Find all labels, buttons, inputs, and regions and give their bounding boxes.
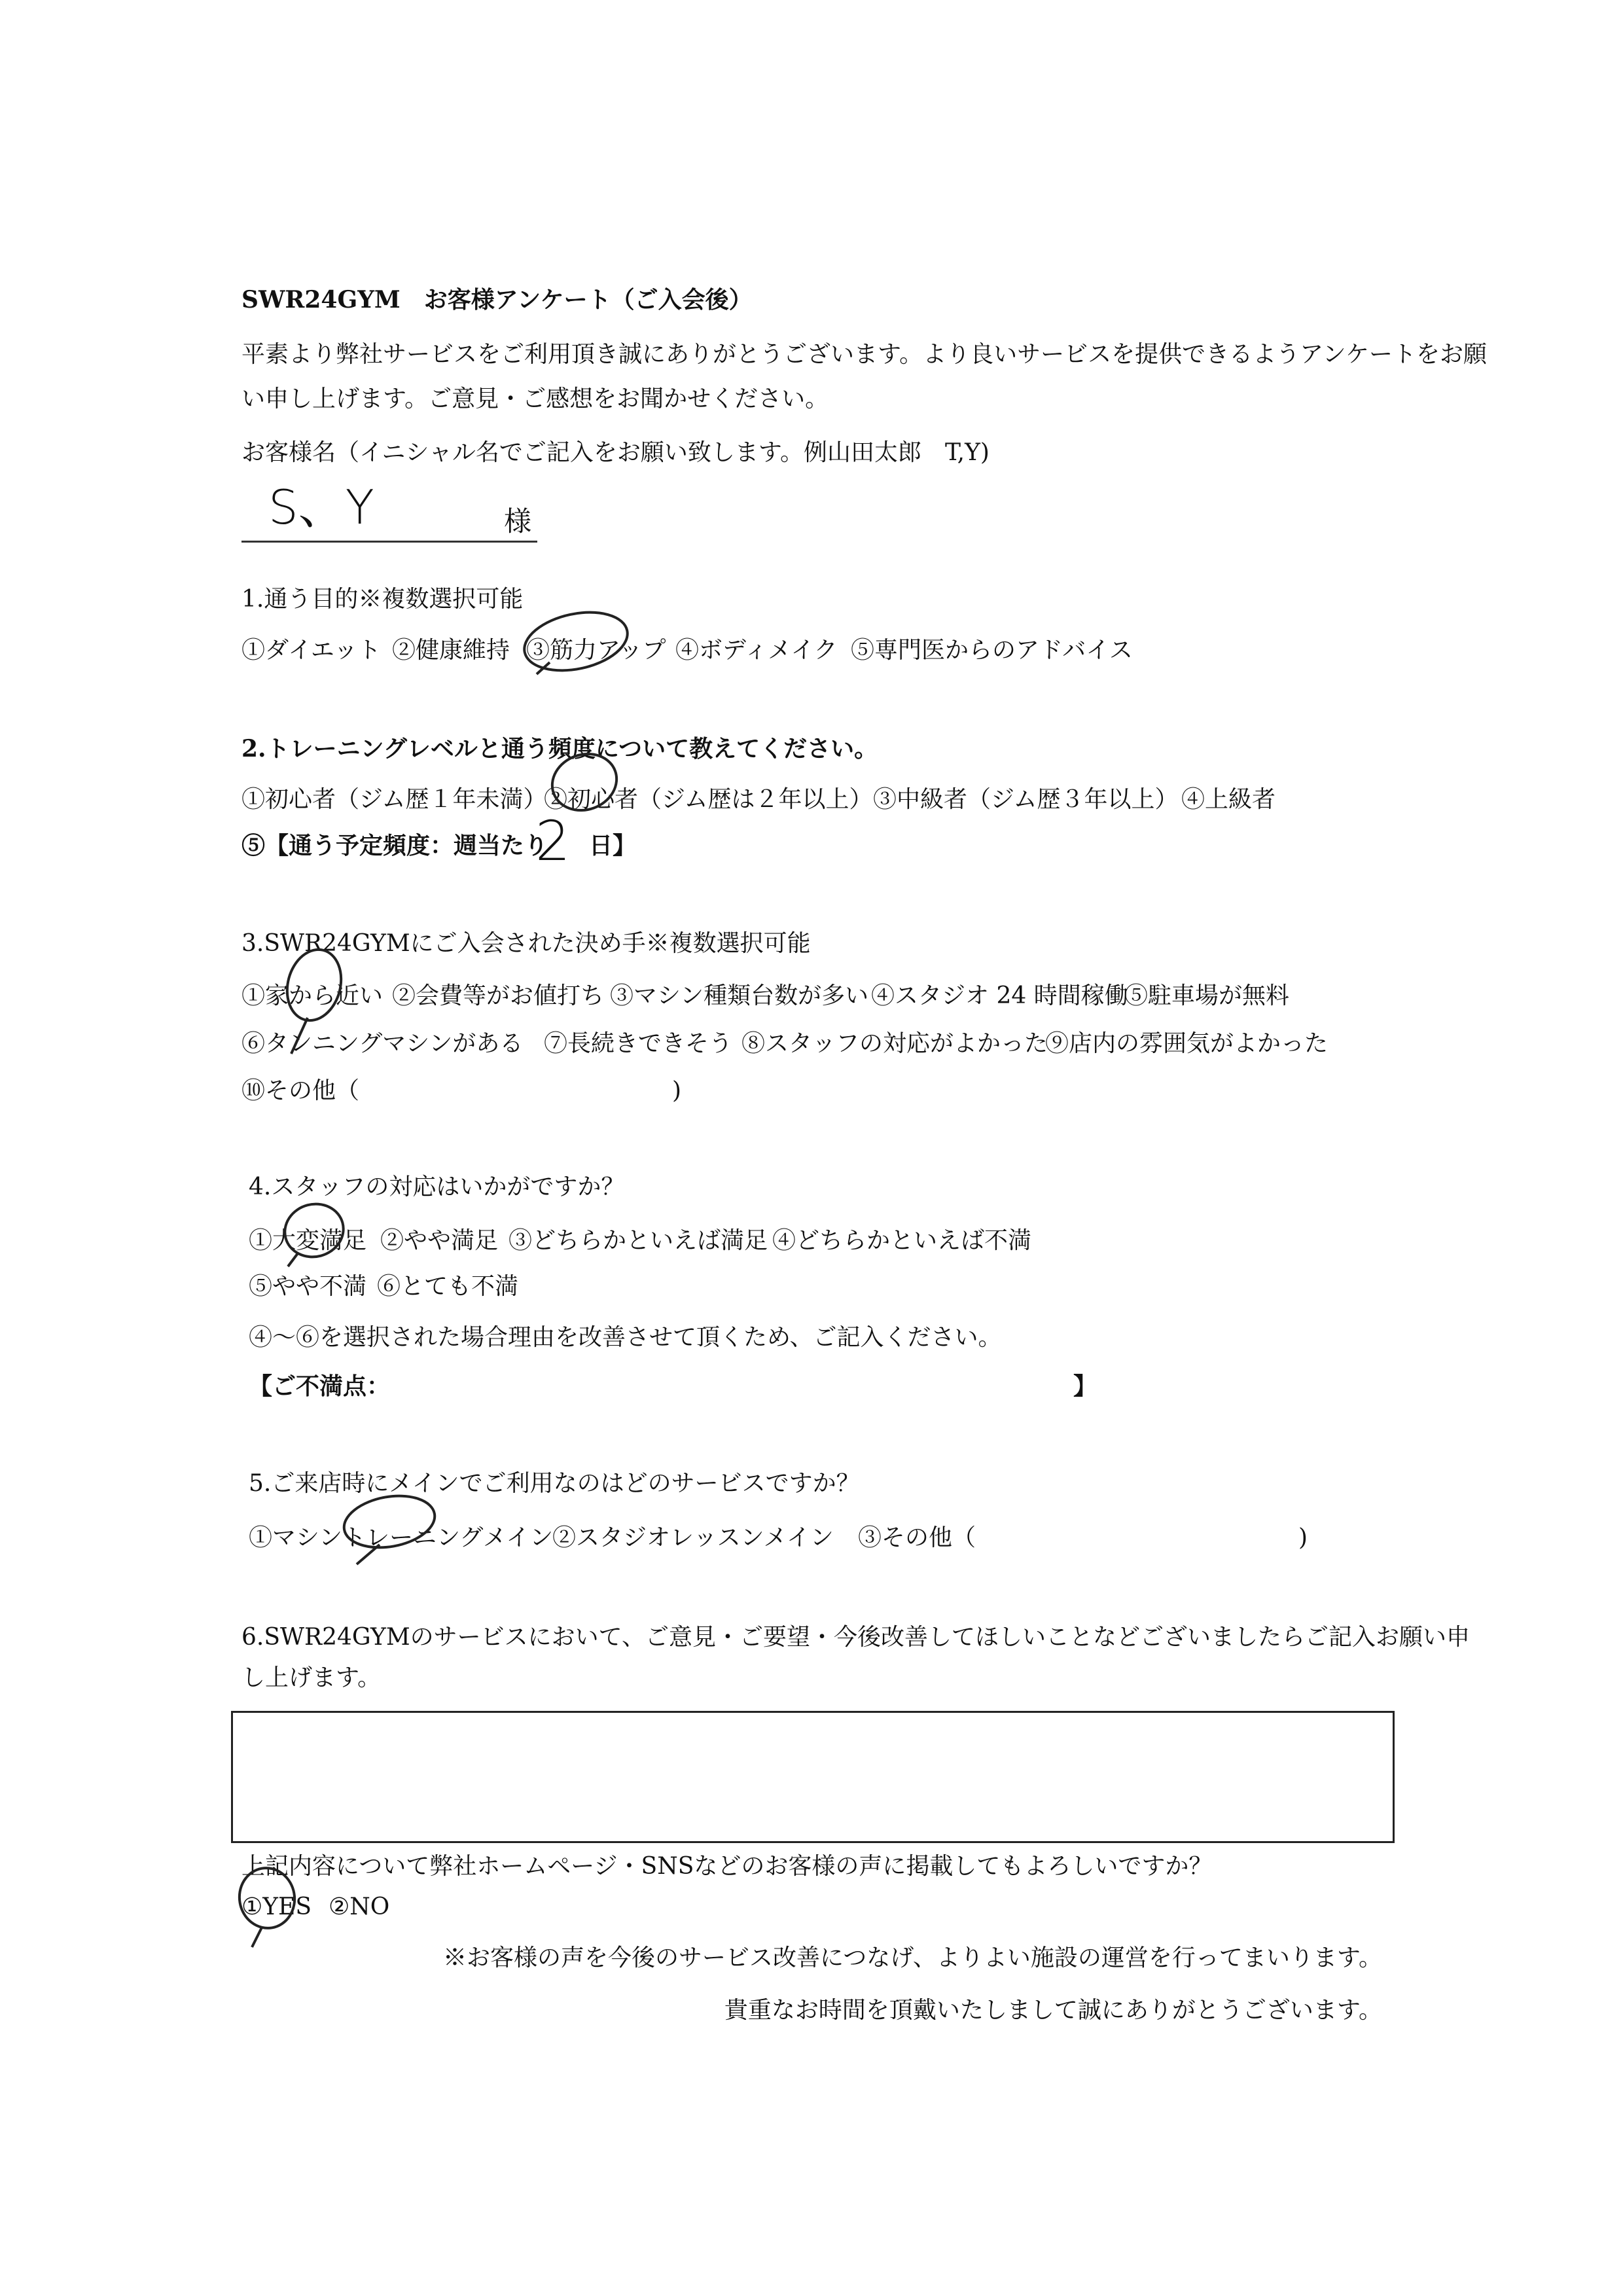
q2-frequency-value[interactable]: 2	[535, 809, 571, 873]
name-label: お客様名（イニシャル名でご記入をお願い致します。例山田太郎 T,Y)	[241, 439, 990, 466]
q1-title: 1.通う目的※複数選択可能	[241, 586, 524, 613]
q2-option[interactable]: ③中級者（ジム歴３年以上）	[873, 786, 1179, 813]
q4-option[interactable]: ④どちらかといえば不満	[772, 1227, 1032, 1254]
q3-title: 3.SWR24GYMにご入会された決め手※複数選択可能	[241, 930, 811, 957]
closing-line-2: 貴重なお時間を頂戴いたしまして誠にありがとうございます。	[724, 1997, 1382, 2024]
q4-option[interactable]: ①大変満足	[249, 1227, 367, 1254]
intro-line-1: 平素より弊社サービスをご利用頂き誠にありがとうございます。より良いサービスを提供できるようアンケートをお願	[241, 341, 1487, 368]
q1-option[interactable]: ⑤専門医からのアドバイス	[851, 637, 1133, 664]
intro-line-2: い申し上げます。ご意見・ご感想をお聞かせください。	[241, 386, 829, 412]
q2-option[interactable]: ②初心者（ジム歴は２年以上）	[544, 786, 873, 813]
q2-frequency-label: ⑤【通う予定頻度：週当たり	[241, 832, 548, 859]
publish-selection-tail	[252, 1928, 262, 1947]
q1-option[interactable]: ②健康維持	[392, 637, 510, 664]
q4-title: 4.スタッフの対応はいかがですか？	[249, 1174, 625, 1200]
publish-option-no[interactable]: ②NO	[329, 1893, 390, 1920]
q5-option[interactable]: ②スタジオレッスンメイン	[552, 1524, 834, 1551]
name-underline	[241, 541, 537, 543]
q4-selection-tail	[288, 1253, 298, 1266]
q1-option[interactable]: ③筋力アップ	[526, 637, 666, 664]
closing-line-1: ※お客様の声を今後のサービス改善につなげ、よりよい施設の運営を行ってまいります。	[443, 1945, 1382, 1971]
q4-option[interactable]: ⑥とても不満	[377, 1273, 519, 1300]
q3-other-close: )	[672, 1077, 682, 1104]
q4-option[interactable]: ③どちらかといえば満足	[508, 1227, 768, 1254]
q5-option[interactable]: ①マシントレーニングメイン	[249, 1524, 554, 1551]
q4-option[interactable]: ②やや満足	[380, 1227, 499, 1254]
q6-answer-box[interactable]	[231, 1711, 1395, 1843]
publish-question: 上記内容について弊社ホームページ・SNSなどのお客様の声に掲載してもよろしいですか？	[241, 1853, 1213, 1880]
q6-title-line-1: 6.SWR24GYMのサービスにおいて、ご意見・ご要望・今後改善してほしいことなどございましたらご記入お願い申	[241, 1624, 1470, 1651]
q4-option[interactable]: ⑤やや不満	[249, 1273, 367, 1300]
q2-title: 2.トレーニングレベルと通う頻度について教えてください。	[241, 735, 878, 762]
name-suffix: 様	[504, 505, 532, 537]
q3-option[interactable]: ①家から近い	[241, 982, 383, 1009]
q2-frequency-unit: 日】	[589, 832, 637, 859]
q3-option[interactable]: ⑧スタッフの対応がよかった	[741, 1030, 1048, 1057]
q5-option-other[interactable]: ③その他（	[858, 1524, 976, 1551]
q4-complaint-label[interactable]: 【ご不満点：	[249, 1372, 391, 1400]
q3-option[interactable]: ③マシン種類台数が多い	[610, 982, 869, 1009]
q5-title: 5.ご来店時にメインでご利用なのはどのサービスですか？	[249, 1470, 860, 1497]
survey-title: SWR24GYM お客様アンケート（ご入会後）	[241, 286, 753, 314]
q5-other-close: )	[1298, 1524, 1308, 1551]
q4-complaint-close: 】	[1073, 1372, 1097, 1400]
q3-option[interactable]: ⑨店内の雰囲気がよかった	[1045, 1030, 1329, 1057]
q3-option[interactable]: ⑥タンニングマシンがある	[241, 1030, 524, 1057]
publish-option-yes[interactable]: ①YES	[241, 1893, 312, 1920]
q3-option[interactable]: ⑦長続きできそう	[544, 1030, 733, 1057]
q2-option[interactable]: ④上級者	[1181, 786, 1276, 813]
q3-option[interactable]: ⑤駐車場が無料	[1124, 982, 1290, 1009]
q3-option[interactable]: ④スタジオ 24 時間稼働	[871, 982, 1128, 1009]
q6-title-line-2: し上げます。	[241, 1664, 382, 1691]
q2-option[interactable]: ①初心者（ジム歴１年未満）	[241, 786, 547, 813]
q4-note: ④～⑥を選択された場合理由を改善させて頂くため、ご記入ください。	[249, 1324, 1002, 1351]
q1-option[interactable]: ①ダイエット	[241, 637, 382, 664]
q1-option[interactable]: ④ボディメイク	[675, 637, 838, 664]
q3-option[interactable]: ②会費等がお値打ち	[392, 982, 605, 1009]
name-value[interactable]: S、Y	[268, 480, 374, 535]
q3-option-other[interactable]: ⑩その他（	[241, 1077, 360, 1104]
